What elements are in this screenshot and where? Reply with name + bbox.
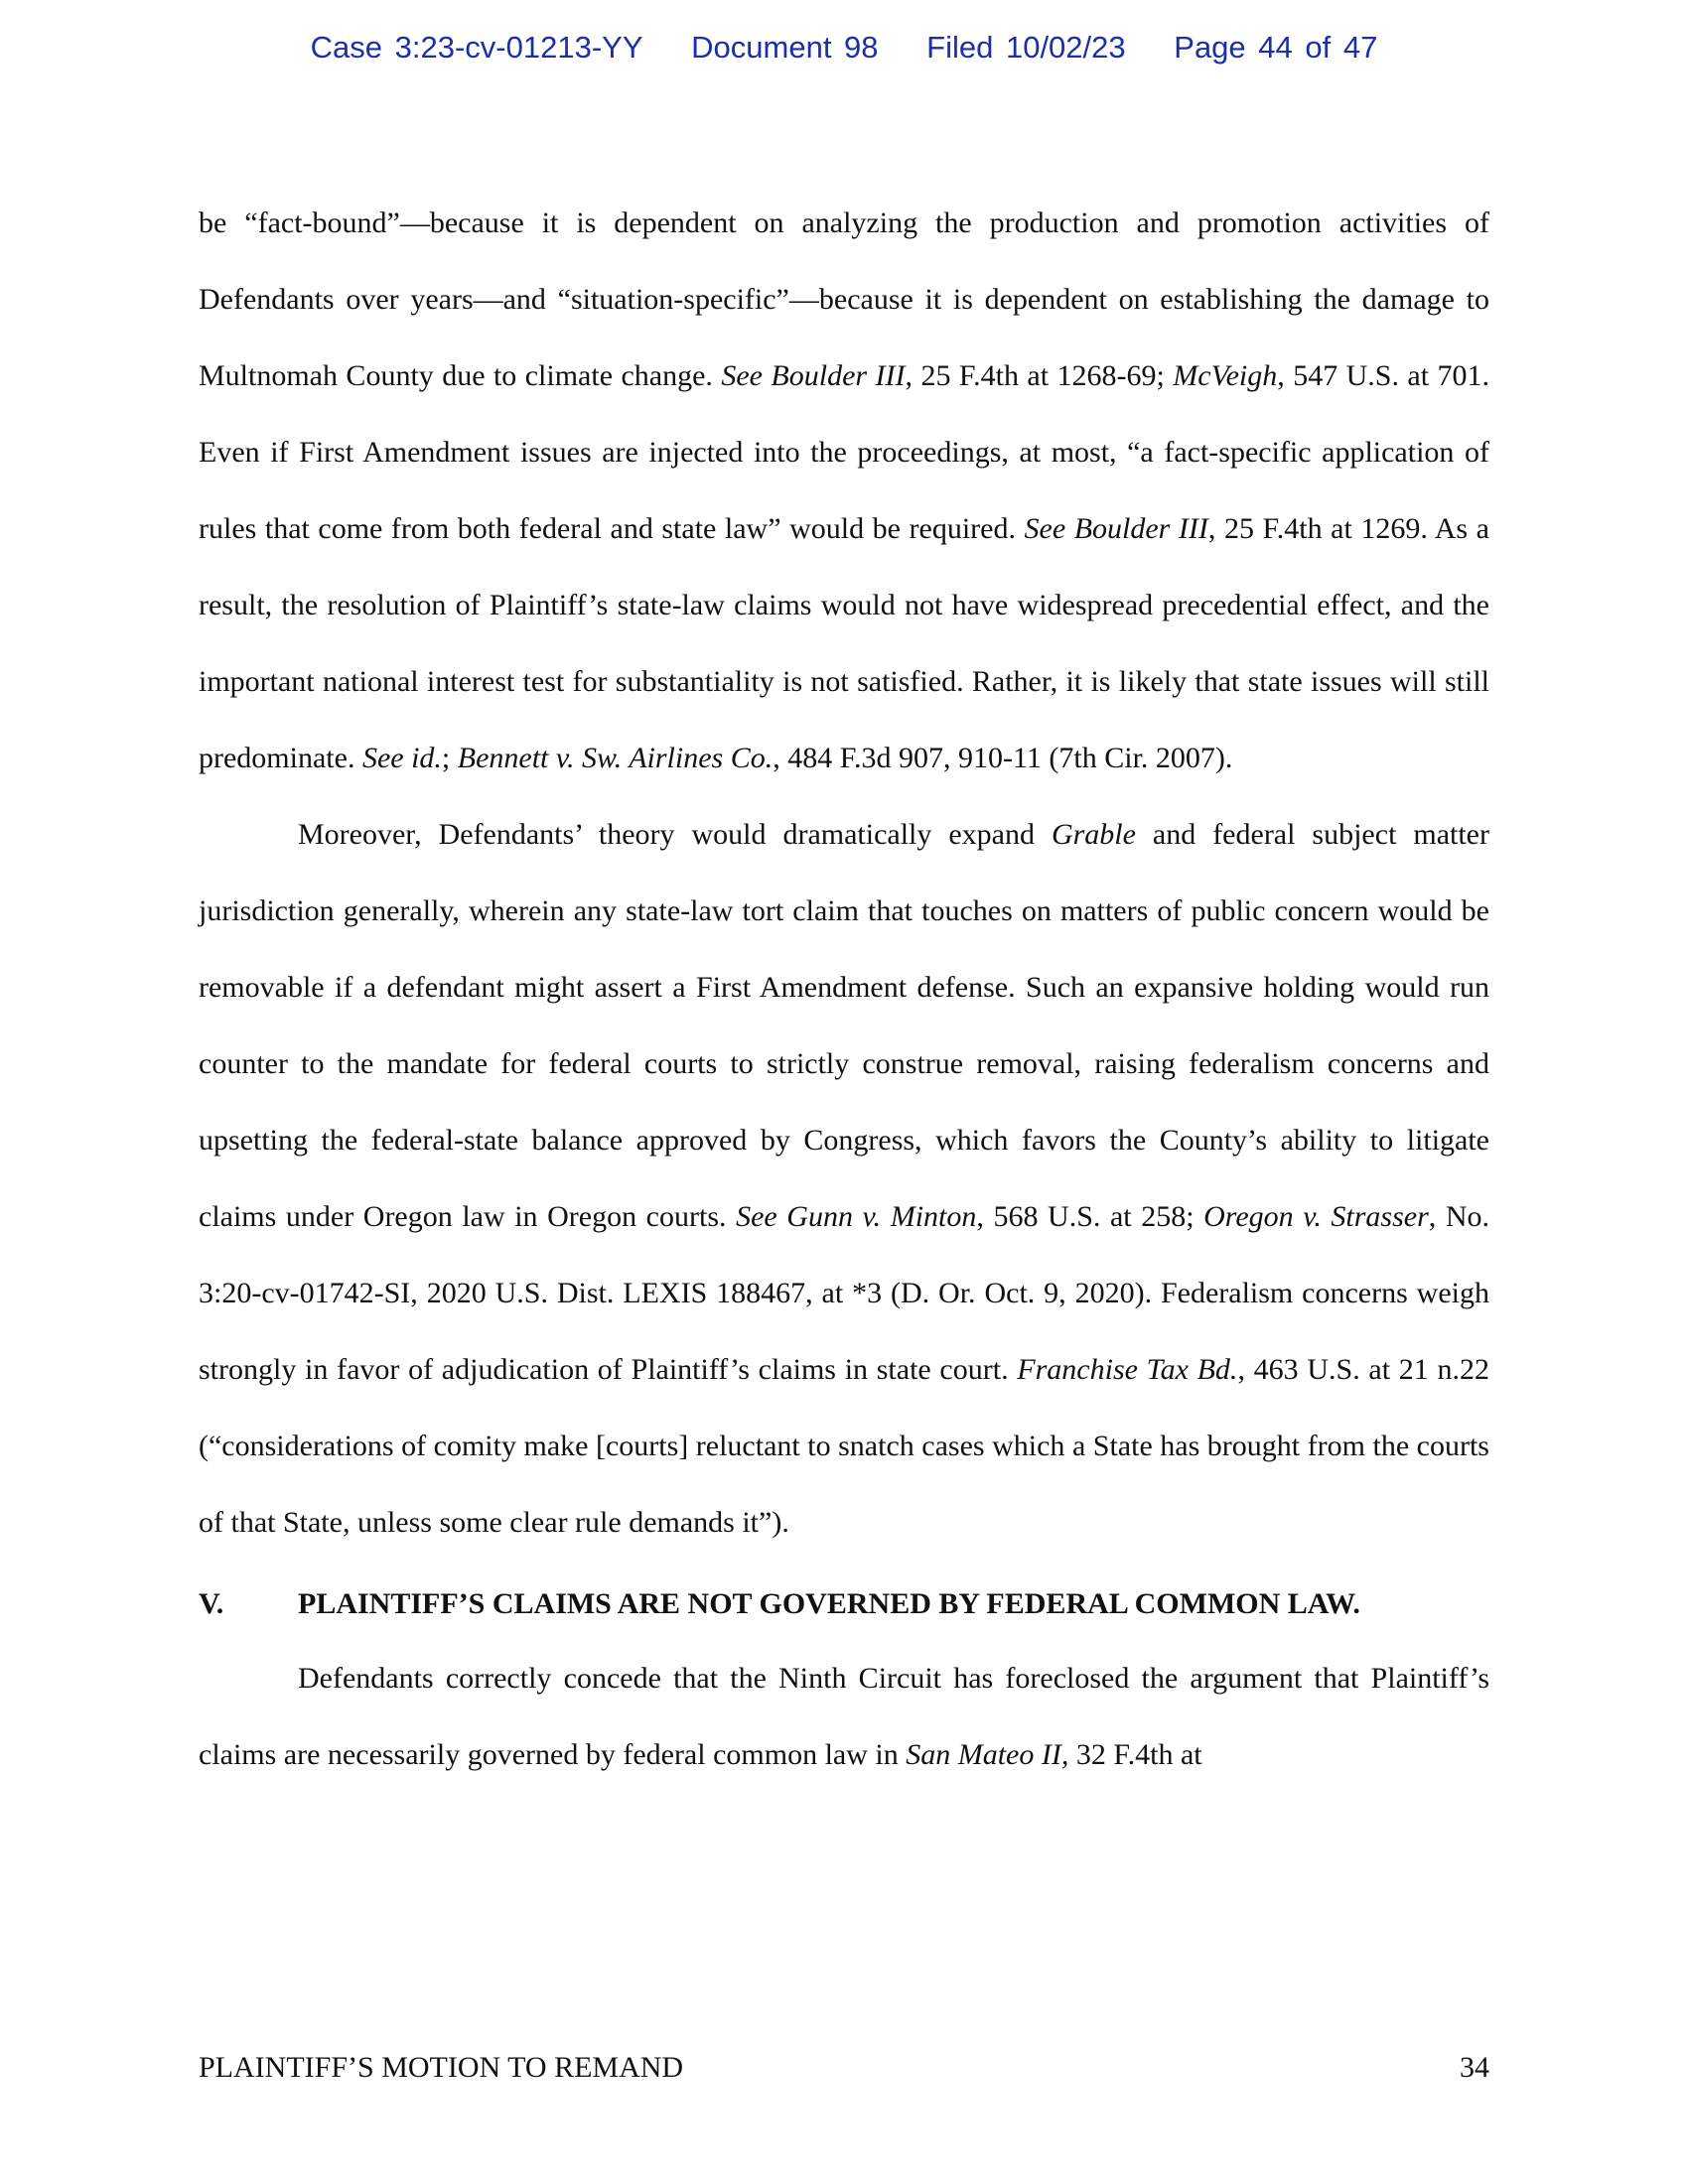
text-run: and federal subject matter jurisdiction generally, wherein any state-law tort claim that touches on matters of public concern would be removable if a defendant might assert a First Amendment defense. Such an expansive holding would run counter to the mandate for federal courts to strictly construe removal, raising federalism concerns and upsetting the federal-state balance approved by Congress, which favors the County’s ability to litigate claims under Oregon law in Oregon courts. [199,818,1489,1233]
footer-page-number: 34 [1460,2051,1489,2084]
text-run: ; [441,742,458,774]
citation-italic: See Boulder III [721,359,906,392]
section-heading [199,1565,1489,1644]
text-run: , 547 U.S. at 701. Even if First Amendment issues are injected into the proceedings, at most, “a fact-specific application of rules that come from both federal and state law” would be required. [199,359,1489,545]
citation-italic: Grable [1051,818,1136,851]
paragraph-ninth-circuit [199,1640,1489,1793]
text-run: , 463 U.S. at 21 n.22 (“considerations of comity make [courts] reluctant to snatch cases which a State has brought from the courts of that State, unless some clear rule demands it”). [199,1353,1490,1539]
text-run: 32 F.4th at [1068,1738,1202,1771]
text-run: , 25 F.4th at 1268-69; [905,359,1174,392]
citation-italic: See id. [361,742,442,774]
case-header-stamp [0,30,1688,66]
citation-italic: Franchise Tax Bd. [1017,1353,1238,1386]
document-body [199,185,1489,1793]
text-run: Moreover, Defendants’ theory would dramatically expand [298,818,1052,851]
citation-italic: McVeigh [1173,359,1278,392]
section-number: V. [199,1587,224,1620]
footer-title: PLAINTIFF’S MOTION TO REMAND [199,2051,684,2084]
text-run: , 484 F.3d 907, 910-11 (7th Cir. 2007). [773,742,1233,774]
document-number: Document 98 [691,30,879,65]
citation-italic: See Gunn v. Minton [736,1200,977,1233]
citation-italic: San Mateo II, [906,1738,1069,1771]
filed-date: Filed 10/02/23 [926,30,1126,65]
paragraph-grable-expansion [199,796,1489,1561]
citation-italic: See Boulder III [1024,512,1208,545]
paragraph-fact-bound [199,185,1489,796]
citation-italic: Oregon v. Strasser [1203,1200,1429,1233]
text-run: Defendants correctly concede that the Ninth Circuit has foreclosed the argument that Plaintiff’s claims are necessarily governed by federal common law in [199,1662,1489,1771]
page-count: Page 44 of 47 [1174,30,1378,65]
section-title: PLAINTIFF’S CLAIMS ARE NOT GOVERNED BY FEDERAL COMMON LAW. [298,1587,1360,1620]
case-number: Case 3:23-cv-01213-YY [310,30,643,65]
text-run: , 25 F.4th at 1269. As a result, the resolution of Plaintiff’s state-law claims would not have widespread precedential effect, and the important national interest test for substantiality is not satisfied. Rather, it is likely that state issues will still predominate. [199,512,1489,774]
text-run: , 568 U.S. at 258; [976,1200,1204,1233]
citation-italic: Bennett v. Sw. Airlines Co. [457,742,774,774]
page-footer [199,2051,1489,2085]
text-run: be “fact-bound”—because it is dependent on analyzing the production and promotion activities of Defendants over years—and “situation-specific”—because it is dependent on establishing the damage to Multnomah County due to climate change. [199,206,1489,392]
text-run: , No. 3:20-cv-01742-SI, 2020 U.S. Dist. LEXIS 188467, at *3 (D. Or. Oct. 9, 2020). Federalism concerns weigh strongly in favor of adjudication of Plaintiff’s claims in state court. [199,1200,1489,1386]
